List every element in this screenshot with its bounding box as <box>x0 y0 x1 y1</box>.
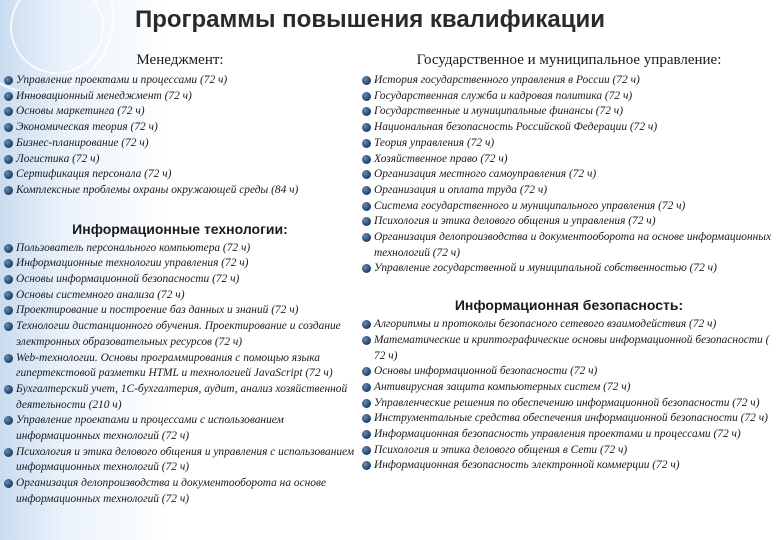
list-item: Управление проектами и процессами (72 ч) <box>4 73 356 89</box>
list-item: Математические и криптографические основы информационной безопасности ( 72 ч) <box>362 333 776 364</box>
list-item: Основы системного анализа (72 ч) <box>4 288 356 304</box>
list-item: Основы информационной безопасности (72 ч) <box>4 272 356 288</box>
it-heading: Информационные технологии: <box>72 220 288 237</box>
list-item: Антивирусная защита компьютерных систем (72 ч) <box>362 380 776 396</box>
list-item: Информационная безопасность управления проектами и процессами (72 ч) <box>362 427 776 443</box>
list-item: Организация делопроизводства и документооборота на основе информационных технологий (72 ч) <box>362 230 776 261</box>
list-item: Психология и этика делового общения и управления (72 ч) <box>362 214 776 230</box>
list-item: Государственные и муниципальные финансы (72 ч) <box>362 104 776 120</box>
list-item: Организация местного самоуправления (72 ч) <box>362 167 776 183</box>
public-admin-list <box>362 73 776 277</box>
list-item: Управление государственной и муниципальной собственностью (72 ч) <box>362 261 776 277</box>
info-security-heading: Информационная безопасность: <box>454 297 684 314</box>
right-column <box>362 52 776 474</box>
list-item: Бизнес-планирование (72 ч) <box>4 136 356 152</box>
list-item: Основы информационной безопасности (72 ч) <box>362 364 776 380</box>
list-item: Национальная безопасность Российской Федерации (72 ч) <box>362 120 776 136</box>
list-item: Логистика (72 ч) <box>4 152 356 168</box>
list-item: Информационные технологии управления (72 ч) <box>4 256 356 272</box>
page-title: Программы повышения квалификации <box>134 6 606 33</box>
list-item: Теория управления (72 ч) <box>362 136 776 152</box>
list-item: Управленческие решения по обеспечению информационной безопасности (72 ч) <box>362 396 776 412</box>
list-item: Государственная служба и кадровая политика (72 ч) <box>362 89 776 105</box>
list-item: Психология и этика делового общения и управления с использованием информационных технологий (72 ч) <box>4 445 356 476</box>
list-item: Проектирование и построение баз данных и знаний (72 ч) <box>4 303 356 319</box>
public-admin-heading: Государственное и муниципальное управление: <box>416 52 722 68</box>
list-item: Комплексные проблемы охраны окружающей среды (84 ч) <box>4 183 356 199</box>
list-item: Инструментальные средства обеспечения информационной безопасности (72 ч) <box>362 411 776 427</box>
list-item: Организация делопроизводства и документооборота на основе информационных технологий (72 ч) <box>4 476 356 507</box>
list-item: Бухгалтерский учет, 1С-бухгалтерия, аудит, анализ хозяйственной деятельности (210 ч) <box>4 382 356 413</box>
list-item: Управление проектами и процессами с использованием информационных технологий (72 ч) <box>4 413 356 444</box>
list-item: Основы маркетинга (72 ч) <box>4 104 356 120</box>
list-item: Психология и этика делового общения в Сети (72 ч) <box>362 443 776 459</box>
list-item: Сертификация персонала (72 ч) <box>4 167 356 183</box>
management-list <box>4 73 356 199</box>
it-list <box>4 241 356 508</box>
left-column <box>4 52 356 508</box>
list-item: Экономическая теория (72 ч) <box>4 120 356 136</box>
list-item: Информационная безопасность электронной коммерции (72 ч) <box>362 458 776 474</box>
list-item: Организация и оплата труда (72 ч) <box>362 183 776 199</box>
list-item: История государственного управления в России (72 ч) <box>362 73 776 89</box>
list-item: Алгоритмы и протоколы безопасного сетевого взаимодействия (72 ч) <box>362 317 776 333</box>
list-item: Инновационный менеджмент (72 ч) <box>4 89 356 105</box>
list-item: Система государственного и муниципального управления (72 ч) <box>362 199 776 215</box>
list-item: Web-технологии. Основы программирования с помощью языка гипертекстовой разметки HTML и технологией JavaScript (72 ч) <box>4 351 356 382</box>
list-item: Хозяйственное право (72 ч) <box>362 152 776 168</box>
management-heading: Менеджмент: <box>136 52 224 68</box>
list-item: Пользователь персонального компьютера (72 ч) <box>4 241 356 257</box>
info-security-list <box>362 317 776 474</box>
list-item: Технологии дистанционного обучения. Проектирование и создание электронных образовательных ресурсов (72 ч) <box>4 319 356 350</box>
